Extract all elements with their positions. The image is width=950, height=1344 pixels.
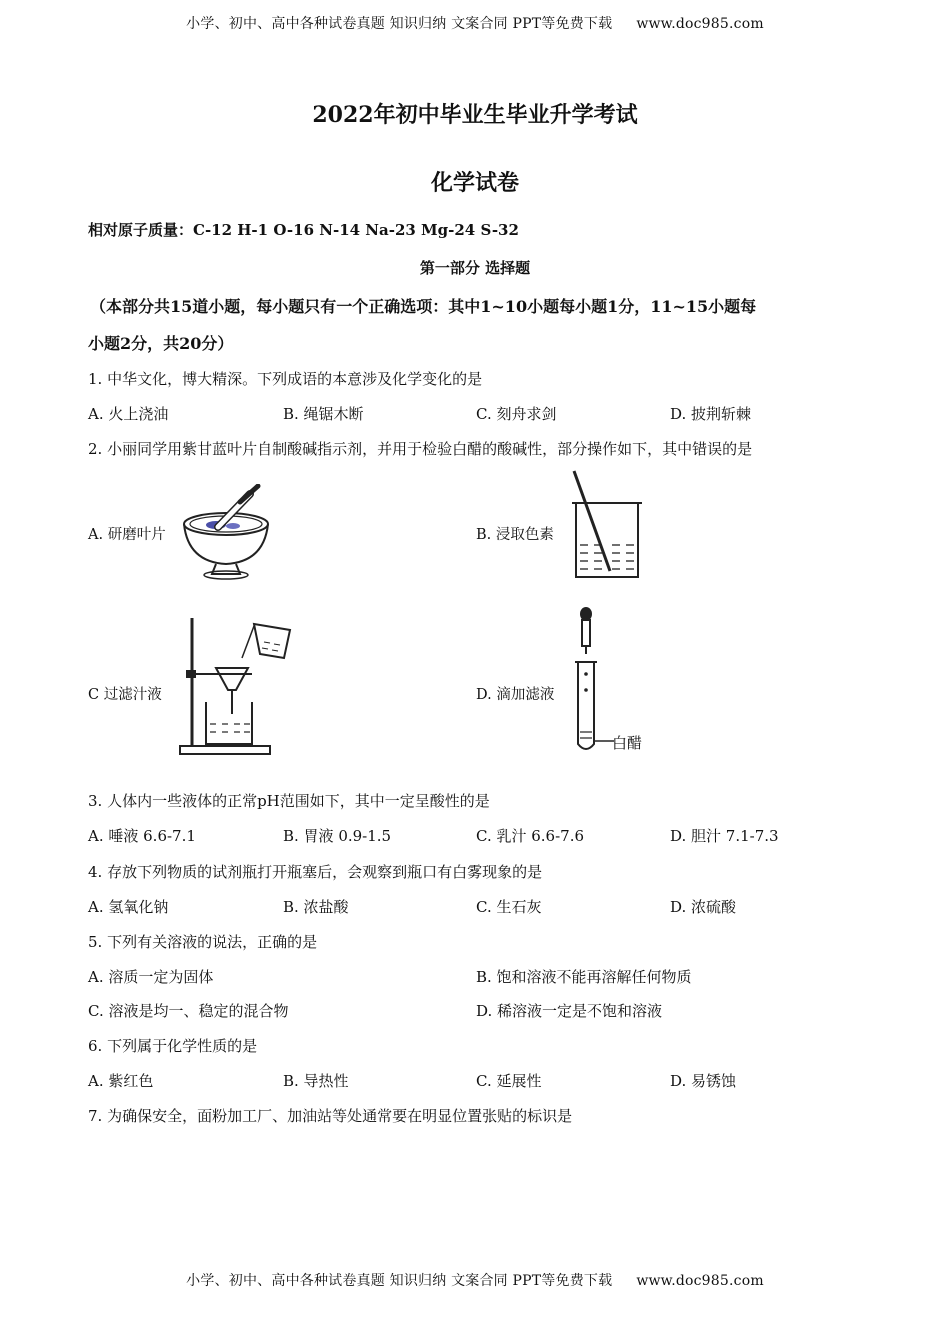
q6-option-d: D. 易锈蚀 — [670, 1072, 737, 1090]
q1-option-b: B. 绳锯木断 — [283, 405, 364, 423]
header-banner — [0, 13, 950, 33]
section-instruction: （本部分共15道小题，每小题只有一个正确选项：其中1~10小题每小题1分，11~15小题每 — [90, 297, 757, 316]
banner-text: 小学、初中、高中各种试卷真题 知识归纳 文案合同 PPT等免费下载 — [186, 16, 613, 32]
white-vinegar-annotation: 白醋 — [612, 734, 643, 752]
question-4-stem: 4. 存放下列物质的试剂瓶打开瓶塞后，会观察到瓶口有白雾现象的是 — [88, 863, 543, 881]
q3-option-d: D. 胆汁 7.1-7.3 — [670, 827, 779, 845]
q1-option-a: A. 火上浇油 — [88, 405, 169, 423]
figure-d-label: D. 滴加滤液 — [476, 687, 555, 703]
q5-option-d: D. 稀溶液一定是不饱和溶液 — [476, 1002, 663, 1020]
mortar-pestle-icon — [178, 484, 278, 584]
banner-url: www.doc985.com — [636, 16, 764, 32]
figure-a-label: A. 研磨叶片 — [88, 527, 166, 543]
q4-option-c: C. 生石灰 — [476, 898, 542, 916]
exam-subtitle: 化学试卷 — [430, 170, 519, 196]
q3-option-b: B. 胃液 0.9-1.5 — [283, 827, 392, 845]
banner-text: 小学、初中、高中各种试卷真题 知识归纳 文案合同 PPT等免费下载 — [186, 1273, 613, 1289]
question-6-stem: 6. 下列属于化学性质的是 — [88, 1037, 258, 1055]
q5-option-c: C. 溶液是均一、稳定的混合物 — [88, 1002, 289, 1020]
q6-option-c: C. 延展性 — [476, 1072, 542, 1090]
q3-option-c: C. 乳汁 6.6-7.6 — [476, 827, 585, 845]
question-2-stem: 2. 小丽同学用紫甘蓝叶片自制酸碱指示剂，并用于检验白醋的酸碱性，部分操作如下，其中错误的是 — [88, 440, 753, 458]
q6-option-b: B. 导热性 — [283, 1072, 349, 1090]
question-7-stem: 7. 为确保安全，面粉加工厂、加油站等处通常要在明显位置张贴的标识是 — [88, 1107, 573, 1125]
footer-banner — [0, 1270, 950, 1290]
q4-option-d: D. 浓硫酸 — [670, 898, 737, 916]
q1-option-d: D. 披荆斩棘 — [670, 405, 752, 423]
q5-option-b: B. 饱和溶液不能再溶解任何物质 — [476, 968, 692, 986]
banner-url: www.doc985.com — [636, 1273, 764, 1289]
atomic-masses: 相对原子质量：C-12 H-1 O-16 N-14 Na-23 Mg-24 S-32 — [88, 221, 519, 239]
q3-option-a: A. 唾液 6.6-7.1 — [88, 827, 196, 845]
exam-title: 2022年初中毕业生毕业升学考试 — [312, 102, 638, 128]
beaker-with-rod-icon — [568, 469, 648, 581]
question-1-stem: 1. 中华文化，博大精深。下列成语的本意涉及化学变化的是 — [88, 370, 483, 388]
section-heading: 第一部分 选择题 — [419, 259, 531, 277]
figure-b-label: B. 浸取色素 — [476, 527, 554, 543]
q4-option-b: B. 浓盐酸 — [283, 898, 349, 916]
q5-option-a: A. 溶质一定为固体 — [88, 968, 214, 986]
filtration-setup-icon — [178, 610, 303, 760]
question-5-stem: 5. 下列有关溶液的说法，正确的是 — [88, 933, 318, 951]
section-instruction-cont: 小题2分，共20分） — [88, 334, 234, 353]
question-3-stem: 3. 人体内一些液体的正常pH范围如下，其中一定呈酸性的是 — [88, 792, 490, 810]
q6-option-a: A. 紫红色 — [88, 1072, 154, 1090]
q4-option-a: A. 氢氧化钠 — [88, 898, 169, 916]
q1-option-c: C. 刻舟求剑 — [476, 405, 557, 423]
figure-c-label: C 过滤汁液 — [88, 687, 162, 703]
